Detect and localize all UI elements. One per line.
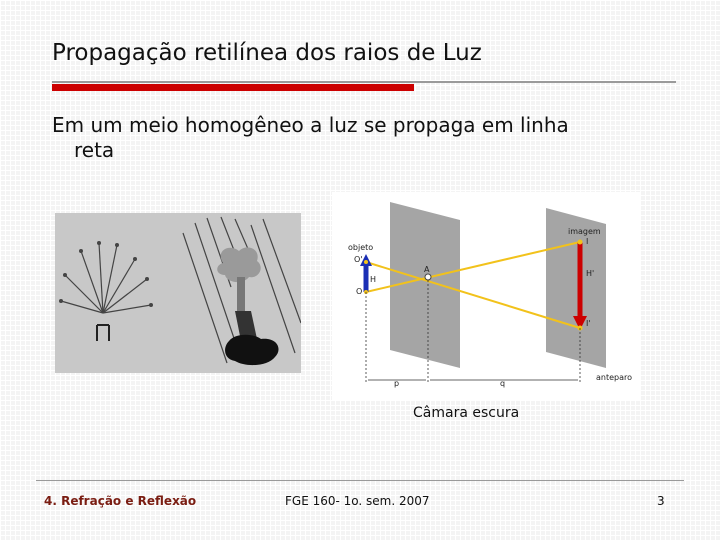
slide-title: Propagação retilínea dos raios de Luz (52, 40, 482, 66)
label-i-top: I (586, 237, 589, 246)
footer-divider (36, 480, 684, 481)
camera-obscura-diagram (332, 192, 640, 400)
label-p: p (394, 379, 400, 388)
page-number: 3 (657, 494, 665, 508)
label-objeto: objeto (348, 243, 374, 252)
label-o: O (356, 287, 363, 296)
point-source-rays (61, 243, 151, 313)
camera-obscura-drawing (332, 192, 640, 400)
rays-illustration-drawing (55, 213, 301, 373)
label-h: H (370, 275, 377, 284)
lamp-stand (97, 325, 109, 341)
label-h-prime: H' (586, 269, 595, 278)
title-accent-bar (52, 84, 414, 91)
figure-caption: Câmara escura (413, 405, 520, 421)
bullet-text (52, 113, 652, 163)
label-anteparo: anteparo (596, 373, 633, 382)
tree-shadow (225, 335, 278, 365)
label-imagem: imagem (568, 227, 601, 236)
footer-chapter: 4. Refração e Reflexão (44, 494, 197, 508)
footer-course: FGE 160- 1o. sem. 2007 (285, 494, 430, 508)
tree-trunk (237, 277, 245, 311)
title-divider (52, 81, 676, 83)
pinhole-wall (390, 202, 460, 368)
pinhole-point (425, 274, 431, 280)
label-a: A (424, 265, 430, 274)
bullet-line-2: reta (74, 138, 115, 162)
label-q: q (500, 379, 506, 388)
label-o-top: O' (354, 255, 363, 264)
rays-illustration (55, 213, 301, 373)
label-i-prime: I' (586, 319, 591, 328)
bullet-line-1: Em um meio homogêneo a luz se propaga em linha (52, 113, 569, 137)
tree-canopy (217, 247, 260, 282)
